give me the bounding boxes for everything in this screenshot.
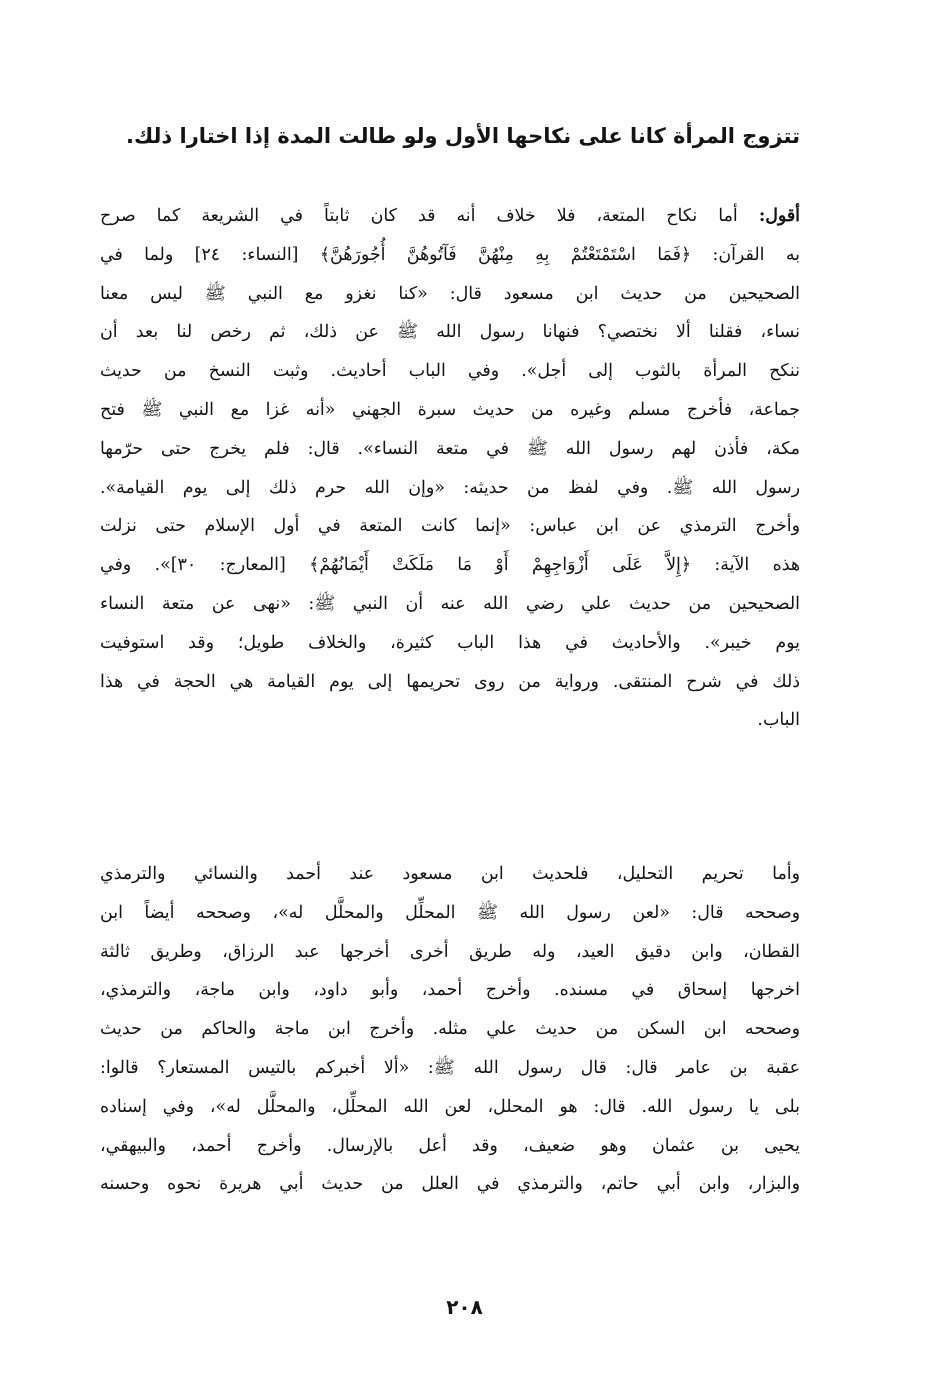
text-line: وأما تحريم التحليل، فلحديث ابن مسعود عند أحمد والنسائي والترمذي — [100, 864, 800, 884]
section-heading: تتزوج المرأة كانا على نكاحها الأول ولو طالت المدة إذا اختارا ذلك. — [126, 124, 800, 148]
text-line: وصححه قال: «لعن رسول الله ﷺ المحلِّل والمحلَّل له»، وصححه أيضاً ابن — [100, 902, 800, 923]
text-line: والبزار، وابن أبي حاتم، والترمذي في العلل من حديث أبي هريرة نحوه وحسنه — [100, 1174, 800, 1195]
lead-word: أقول: — [758, 206, 800, 226]
text-line: ننكح المرأة بالثوب إلى أجل». وفي الباب أحاديث. وثبت النسخ من حديث — [100, 361, 800, 382]
text-line: الصحيحين من حديث علي رضي الله عنه أن النبي ﷺ: «نهى عن متعة النساء — [100, 593, 800, 614]
text-line: يوم خيبر». والأحاديث في هذا الباب كثيرة، والخلاف طويل؛ وقد استوفيت — [100, 632, 800, 653]
text-line: نساء، فقلنا ألا نختصي؟ فنهانا رسول الله ﷺ عن ذلك، ثم رخص لنا بعد أن — [100, 322, 800, 343]
text-line: به القرآن: ﴿فَمَا اسْتَمْتَعْتُمْ بِهِ مِنْهُنَّ فَآتُوهُنَّ أُجُورَهُنَّ﴾ [النساء: ٢٤] ولما في — [100, 244, 800, 265]
text-line: عقبة بن عامر قال: قال رسول الله ﷺ: «ألا أخبركم بالتيس المستعار؟ قالوا: — [100, 1057, 800, 1078]
paragraph-tahlil — [100, 855, 800, 1204]
text-line: الصحيحين من حديث ابن مسعود قال: «كنا نغزو مع النبي ﷺ ليس معنا — [100, 283, 800, 304]
text-line: أقول: أما نكاح المتعة، فلا خلاف أنه قد كان ثابتاً في الشريعة كما صرح — [100, 206, 800, 226]
text-line: ذلك في شرح المنتقى. ورواية من روى تحريمها إلى يوم القيامة هي الحجة في هذا — [100, 671, 800, 692]
text-line: جماعة، فأخرج مسلم وغيره من حديث سبرة الجهني «أنه غزا مع النبي ﷺ فتح — [100, 399, 800, 420]
text-line: يحيى بن عثمان وهو ضعيف، وقد أعل بالإرسال. وأخرج أحمد، والبيهقي، — [100, 1135, 800, 1156]
text-line: اخرجها إسحاق في مسنده. وأخرج أحمد، وأبو داود، وابن ماجة، والترمذي، — [100, 980, 800, 1001]
paragraph-nikah-mutah — [100, 197, 800, 740]
text-line: الباب. — [757, 710, 800, 731]
text-line: مكة، فأذن لهم رسول الله ﷺ في متعة النساء». قال: فلم يخرج حتى حرّمها — [100, 438, 800, 459]
text-line: وأخرج الترمذي عن ابن عباس: «إنما كانت المتعة في أول الإسلام حتى نزلت — [100, 516, 800, 537]
text-line: بلى يا رسول الله. قال: هو المحلل، لعن الله المحلِّل، والمحلَّل له»، وفي إسناده — [100, 1096, 800, 1117]
text-line: القطان، وابن دقيق العيد، وله طريق أخرى أخرجها عبد الرزاق، وطريق ثالثة — [100, 941, 800, 962]
text-line: وصححه ابن السكن من حديث علي مثله. وأخرج ابن ماجة والحاكم من حديث — [100, 1019, 800, 1040]
page-number: ٢٠٨ — [446, 1295, 483, 1319]
text-line: رسول الله ﷺ. وفي لفظ من حديثه: «وإن الله حرم ذلك إلى يوم القيامة». — [100, 477, 800, 498]
text-line: هذه الآية: ﴿إِلاَّ عَلَى أَزْوَاجِهِمْ أَوْ مَا مَلَكَتْ أَيْمَانُهُمْ﴾ [المعارج: ٣٠]». وفي — [100, 555, 800, 576]
